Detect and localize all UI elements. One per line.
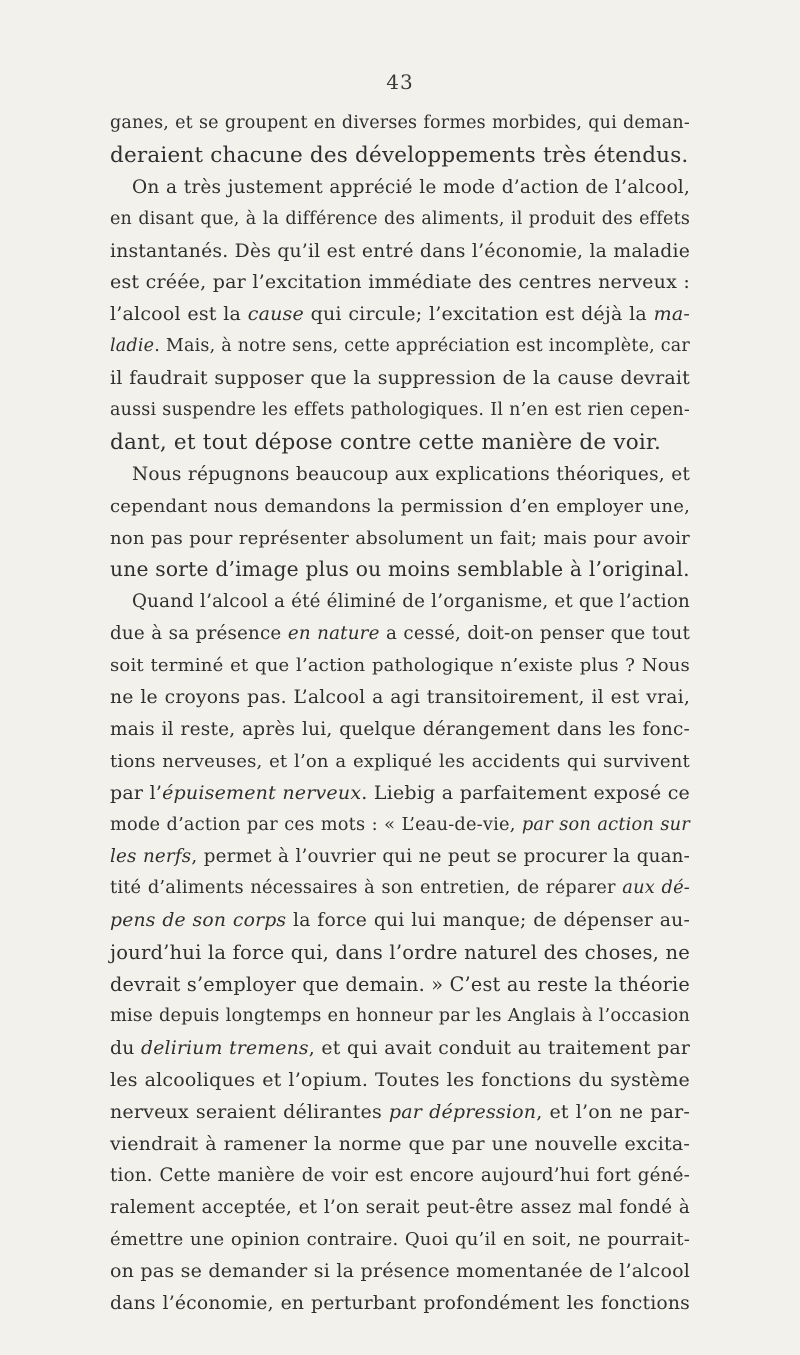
text-segment: devrait s’employer que demain. » C’est au reste la théorie xyxy=(110,973,690,997)
italic-text: aux dé- xyxy=(622,878,690,899)
text-line xyxy=(110,1097,690,1129)
italic-text: en nature xyxy=(287,623,380,645)
text-line xyxy=(110,1065,690,1097)
text-segment: mode d’action par ces mots : « L’eau-de-vie, xyxy=(110,814,522,835)
text-segment: aussi suspendre les effets pathologiques. Il n’en est rien cepen- xyxy=(110,400,690,421)
text-segment: viendrait à ramener la norme que par une nouvelle excita- xyxy=(110,1132,690,1155)
italic-text: par dépression xyxy=(388,1100,537,1123)
text-segment: jourd’hui la force qui, dans l’ordre naturel des choses, ne xyxy=(110,941,690,965)
text-segment: une sorte d’image plus ou moins semblable à l’original. xyxy=(110,557,690,582)
text-line xyxy=(110,873,690,905)
text-line xyxy=(110,714,690,746)
text-segment: . Mais, à notre sens, cette appréciation est incomplète, car xyxy=(154,336,690,357)
text-segment: mise depuis longtemps en honneur par les Anglais à l’occasion xyxy=(110,1005,690,1026)
text-segment: nerveux seraient délirantes xyxy=(110,1100,389,1123)
text-segment: a cessé, doit-on penser que tout xyxy=(379,623,690,645)
text-line xyxy=(110,841,690,873)
text-segment: dant, et tout dépose contre cette manière de voir. xyxy=(110,429,662,455)
text-line xyxy=(110,363,690,395)
italic-text: épuisement nerveux xyxy=(162,781,362,804)
italic-text: pens de son corps xyxy=(110,910,287,932)
text-segment: ralement acceptée, et l’on serait peut-être assez mal fondé à xyxy=(110,1197,690,1219)
text-segment: Nous répugnons beaucoup aux explications théoriques, et xyxy=(132,463,690,485)
text-segment: Quand l’alcool a été éliminé de l’organisme, et que l’action xyxy=(132,591,690,613)
text-segment: On a très justement apprécié le mode d’action de l’alcool, xyxy=(132,176,690,198)
text-line xyxy=(110,1192,690,1224)
text-line xyxy=(110,523,690,555)
page-number: 43 xyxy=(386,70,414,94)
text-line xyxy=(110,1129,690,1161)
text-line xyxy=(110,459,690,491)
text-segment: tion. Cette manière de voir est encore aujourd’hui fort géné- xyxy=(110,1165,690,1187)
text-segment: tité d’aliments nécessaires à son entretien, de réparer xyxy=(110,878,623,899)
text-segment: . Liebig a parfaitement exposé ce xyxy=(361,781,690,804)
text-segment: ganes, et se groupent en diverses formes morbides, qui deman- xyxy=(110,113,690,133)
text-segment: émettre une opinion contraire. Quoi qu’il en soit, ne pourrait- xyxy=(110,1229,690,1251)
text-segment: non pas pour représenter absolument un fait; mais pour avoir xyxy=(110,527,690,549)
text-segment: ne le croyons pas. L’alcool a agi transitoirement, il est vrai, xyxy=(110,687,690,709)
text-segment: en disant que, à la différence des aliments, il produit des effets xyxy=(110,208,690,229)
text-segment: par l’ xyxy=(110,781,163,804)
text-line xyxy=(110,1256,690,1288)
text-line xyxy=(110,1288,690,1320)
text-segment: on pas se demander si la présence momentanée de l’alcool xyxy=(110,1260,690,1283)
text-segment: il faudrait supposer que la suppression de la cause devrait xyxy=(110,367,690,390)
text-segment: la force qui lui manque; de dépenser au- xyxy=(286,910,690,932)
text-segment: tions nerveuses, et l’on a expliqué les accidents qui survivent xyxy=(110,750,690,772)
text-line xyxy=(110,937,690,969)
italic-text: cause xyxy=(247,303,304,326)
text-segment: du xyxy=(110,1037,142,1059)
text-line xyxy=(110,586,690,618)
text-line xyxy=(110,395,690,427)
text-line xyxy=(110,1224,690,1256)
text-line xyxy=(110,682,690,714)
text-line xyxy=(110,236,690,268)
text-segment: mais il reste, après lui, quelque dérangement dans les fonc- xyxy=(110,718,690,740)
italic-text: par son action sur xyxy=(521,814,690,835)
text-line xyxy=(110,650,690,682)
text-segment: qui circule; l’excitation est déjà la xyxy=(303,303,654,326)
text-line xyxy=(110,267,690,299)
body-text xyxy=(110,108,690,1320)
text-line xyxy=(110,969,690,1001)
text-line xyxy=(110,108,690,140)
text-segment: , permet à l’ouvrier qui ne peut se procurer la quan- xyxy=(191,846,690,868)
text-line xyxy=(110,1033,690,1065)
text-line xyxy=(110,140,690,172)
text-line xyxy=(110,905,690,937)
text-segment: , et l’on ne par- xyxy=(536,1100,691,1123)
text-segment: , et qui avait conduit au traitement par xyxy=(308,1037,690,1059)
text-segment: cependant nous demandons la permission d’en employer une, xyxy=(110,495,690,517)
text-segment: les alcooliques et l’opium. Toutes les fonctions du système xyxy=(110,1068,690,1091)
text-line xyxy=(110,427,690,459)
text-segment: soit terminé et que l’action pathologique n’existe plus ? Nous xyxy=(110,655,690,677)
text-segment: due à sa présence xyxy=(110,623,288,645)
text-line xyxy=(110,1160,690,1192)
text-segment: est créée, par l’excitation immédiate des centres nerveux : xyxy=(110,271,690,294)
text-line xyxy=(110,299,690,331)
text-segment: l’alcool est la xyxy=(110,303,248,326)
text-line xyxy=(110,331,690,363)
italic-text: ladie xyxy=(110,336,155,357)
text-line xyxy=(110,491,690,523)
text-line xyxy=(110,554,690,586)
text-line xyxy=(110,172,690,204)
italic-text: delirium tremens xyxy=(141,1037,309,1059)
italic-text: les nerfs xyxy=(110,846,192,868)
text-segment: deraient chacune des développements très étendus. xyxy=(110,142,689,168)
text-segment: dans l’économie, en perturbant profondément les fonctions xyxy=(110,1292,690,1314)
italic-text: ma- xyxy=(653,303,690,326)
text-line xyxy=(110,810,690,842)
text-line xyxy=(110,746,690,778)
text-line xyxy=(110,204,690,236)
text-line xyxy=(110,618,690,650)
text-line xyxy=(110,778,690,810)
text-line xyxy=(110,1001,690,1033)
text-segment: instantanés. Dès qu’il est entré dans l’économie, la maladie xyxy=(110,240,690,262)
